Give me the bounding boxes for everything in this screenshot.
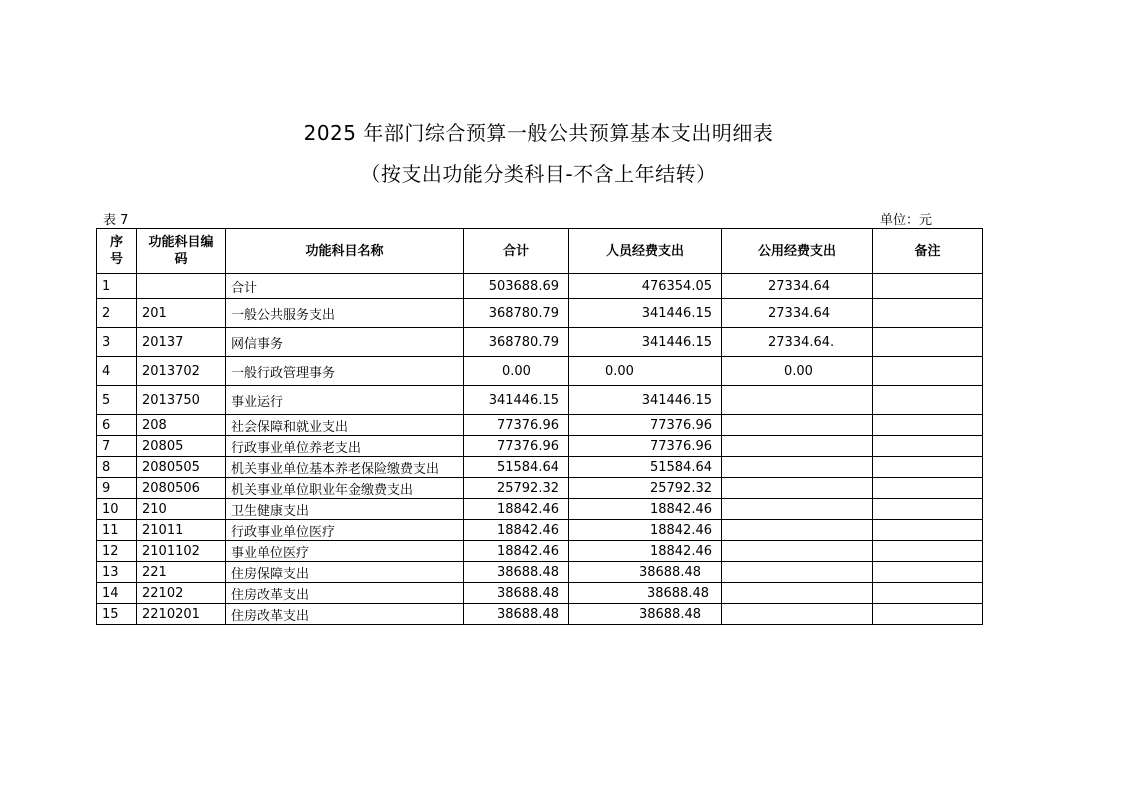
- cell-public: [722, 541, 873, 562]
- cell-total: 368780.79: [464, 299, 569, 328]
- cell-personnel: 18842.46: [569, 499, 722, 520]
- cell-name: 住房改革支出: [226, 604, 464, 625]
- cell-personnel: 38688.48: [569, 562, 722, 583]
- cell-code: 22102: [137, 583, 226, 604]
- cell-code: 20805: [137, 436, 226, 457]
- cell-public: [722, 386, 873, 415]
- cell-code: 2013750: [137, 386, 226, 415]
- cell-total: 18842.46: [464, 499, 569, 520]
- cell-note: [873, 499, 983, 520]
- cell-personnel: 341446.15: [569, 386, 722, 415]
- cell-name: 一般行政管理事务: [226, 357, 464, 386]
- cell-note: [873, 357, 983, 386]
- cell-public: [722, 562, 873, 583]
- cell-note: [873, 541, 983, 562]
- cell-total: 18842.46: [464, 541, 569, 562]
- cell-seq: 9: [97, 478, 137, 499]
- cell-public: 27334.64: [722, 274, 873, 299]
- cell-name: 住房保障支出: [226, 562, 464, 583]
- cell-seq: 2: [97, 299, 137, 328]
- header-public: 公用经费支出: [722, 229, 873, 274]
- table-number: 表 7: [103, 213, 129, 228]
- cell-note: [873, 386, 983, 415]
- table-row: [97, 583, 983, 604]
- cell-code: 208: [137, 415, 226, 436]
- cell-personnel: 341446.15: [569, 299, 722, 328]
- page-subtitle: （按支出功能分类科目-不含上年结转）: [360, 162, 717, 186]
- cell-note: [873, 274, 983, 299]
- table-header-row: [97, 229, 983, 274]
- table-row: [97, 357, 983, 386]
- table-row: [97, 436, 983, 457]
- table-row: [97, 457, 983, 478]
- header-total: 合计: [464, 229, 569, 274]
- header-personnel: 人员经费支出: [569, 229, 722, 274]
- cell-total: 51584.64: [464, 457, 569, 478]
- cell-note: [873, 436, 983, 457]
- cell-personnel: 38688.48: [569, 604, 722, 625]
- cell-total: 77376.96: [464, 436, 569, 457]
- cell-code: 2013702: [137, 357, 226, 386]
- table-row: [97, 299, 983, 328]
- cell-name: 机关事业单位职业年金缴费支出: [226, 478, 464, 499]
- cell-code: 21011: [137, 520, 226, 541]
- cell-note: [873, 562, 983, 583]
- budget-table: [96, 228, 983, 625]
- cell-public: [722, 604, 873, 625]
- cell-total: 368780.79: [464, 328, 569, 357]
- cell-public: [722, 415, 873, 436]
- cell-public: [722, 478, 873, 499]
- cell-seq: 12: [97, 541, 137, 562]
- cell-code: 2080505: [137, 457, 226, 478]
- page-title: 2025 年部门综合预算一般公共预算基本支出明细表: [303, 121, 774, 145]
- cell-total: 25792.32: [464, 478, 569, 499]
- cell-total: 38688.48: [464, 562, 569, 583]
- cell-total: 0.00: [464, 357, 569, 386]
- cell-public: [722, 583, 873, 604]
- table-row: [97, 604, 983, 625]
- cell-seq: 7: [97, 436, 137, 457]
- cell-seq: 4: [97, 357, 137, 386]
- cell-code: 20137: [137, 328, 226, 357]
- table-row: [97, 386, 983, 415]
- cell-public: 27334.64.: [722, 328, 873, 357]
- cell-name: 一般公共服务支出: [226, 299, 464, 328]
- cell-seq: 13: [97, 562, 137, 583]
- header-name: 功能科目名称: [226, 229, 464, 274]
- table-row: [97, 478, 983, 499]
- cell-code: 2210201: [137, 604, 226, 625]
- cell-total: 341446.15: [464, 386, 569, 415]
- header-seq: 序 号: [97, 229, 137, 274]
- cell-code: 2101102: [137, 541, 226, 562]
- cell-code: 201: [137, 299, 226, 328]
- cell-public: [722, 520, 873, 541]
- cell-personnel: 341446.15: [569, 328, 722, 357]
- unit-label: 单位：元: [880, 213, 933, 228]
- table-row: [97, 562, 983, 583]
- cell-name: 事业单位医疗: [226, 541, 464, 562]
- cell-note: [873, 583, 983, 604]
- cell-note: [873, 328, 983, 357]
- cell-public: 0.00: [722, 357, 873, 386]
- cell-code: 210: [137, 499, 226, 520]
- cell-personnel: 18842.46: [569, 520, 722, 541]
- table-row: [97, 274, 983, 299]
- cell-note: [873, 604, 983, 625]
- header-code: 功能科目编 码: [137, 229, 226, 274]
- cell-personnel: 0.00: [569, 357, 722, 386]
- cell-seq: 11: [97, 520, 137, 541]
- cell-personnel: 77376.96: [569, 436, 722, 457]
- cell-code: [137, 274, 226, 299]
- cell-seq: 10: [97, 499, 137, 520]
- cell-seq: 3: [97, 328, 137, 357]
- cell-personnel: 25792.32: [569, 478, 722, 499]
- cell-public: 27334.64: [722, 299, 873, 328]
- cell-total: 77376.96: [464, 415, 569, 436]
- cell-name: 住房改革支出: [226, 583, 464, 604]
- cell-personnel: 18842.46: [569, 541, 722, 562]
- table-row: [97, 415, 983, 436]
- cell-public: [722, 499, 873, 520]
- cell-note: [873, 457, 983, 478]
- cell-personnel: 77376.96: [569, 415, 722, 436]
- cell-public: [722, 457, 873, 478]
- cell-note: [873, 520, 983, 541]
- cell-note: [873, 478, 983, 499]
- cell-name: 合计: [226, 274, 464, 299]
- cell-personnel: 476354.05: [569, 274, 722, 299]
- cell-name: 行政事业单位养老支出: [226, 436, 464, 457]
- cell-public: [722, 436, 873, 457]
- table-row: [97, 520, 983, 541]
- cell-name: 机关事业单位基本养老保险缴费支出: [226, 457, 464, 478]
- table-row: [97, 499, 983, 520]
- cell-name: 卫生健康支出: [226, 499, 464, 520]
- header-note: 备注: [873, 229, 983, 274]
- cell-note: [873, 299, 983, 328]
- cell-seq: 6: [97, 415, 137, 436]
- cell-code: 2080506: [137, 478, 226, 499]
- cell-seq: 8: [97, 457, 137, 478]
- cell-seq: 15: [97, 604, 137, 625]
- cell-total: 503688.69: [464, 274, 569, 299]
- cell-name: 行政事业单位医疗: [226, 520, 464, 541]
- cell-personnel: 38688.48: [569, 583, 722, 604]
- table-row: [97, 328, 983, 357]
- cell-name: 社会保障和就业支出: [226, 415, 464, 436]
- cell-personnel: 51584.64: [569, 457, 722, 478]
- cell-total: 18842.46: [464, 520, 569, 541]
- cell-name: 网信事务: [226, 328, 464, 357]
- cell-total: 38688.48: [464, 604, 569, 625]
- cell-name: 事业运行: [226, 386, 464, 415]
- table-row: [97, 541, 983, 562]
- cell-code: 221: [137, 562, 226, 583]
- cell-seq: 1: [97, 274, 137, 299]
- cell-seq: 5: [97, 386, 137, 415]
- cell-total: 38688.48: [464, 583, 569, 604]
- cell-note: [873, 415, 983, 436]
- cell-seq: 14: [97, 583, 137, 604]
